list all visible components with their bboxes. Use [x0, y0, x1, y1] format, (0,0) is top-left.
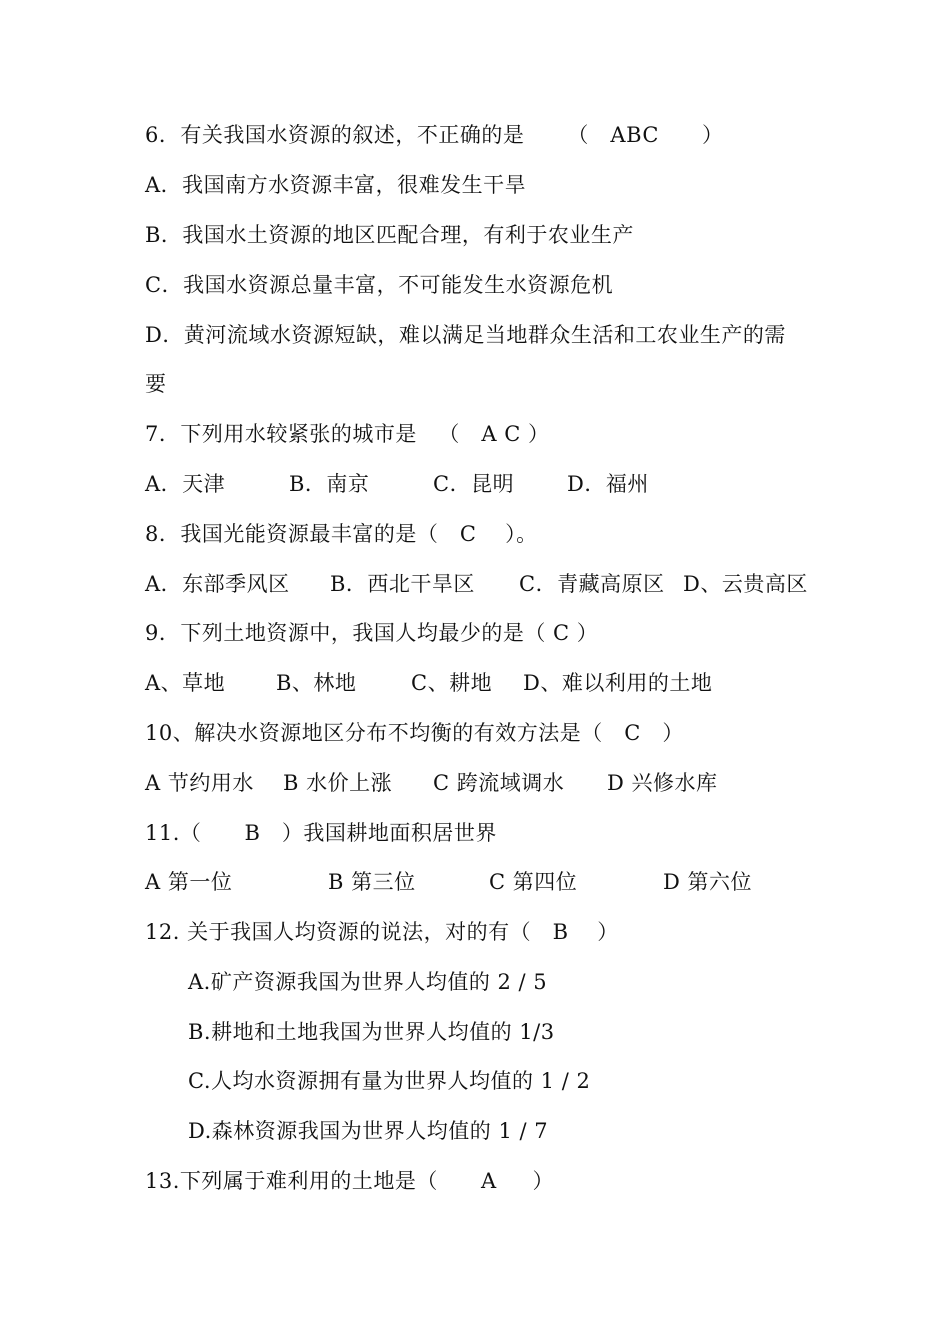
- question-8-options: [145, 569, 808, 599]
- question-6-option-a: A．我国南方水资源丰富，很难发生干旱: [145, 173, 527, 197]
- question-6-option-b: B．我国水土资源的地区匹配合理，有利于农业生产: [145, 223, 634, 247]
- question-7-option-c: C．昆明: [433, 472, 515, 496]
- question-7-option-b: B．南京: [289, 472, 370, 496]
- question-9-options: [145, 668, 713, 698]
- question-8-option-a: A．东部季风区: [145, 572, 290, 596]
- question-11-option-b: B 第三位: [328, 870, 416, 894]
- question-11-option-a: A 第一位: [145, 870, 233, 894]
- question-8-option-d: D、云贵高区: [683, 572, 808, 596]
- question-10-options: [145, 768, 718, 798]
- question-9-option-d: D、难以利用的土地: [523, 671, 713, 695]
- question-8-stem: 8．我国光能资源最丰富的是（ C ）。: [145, 522, 538, 546]
- question-9-stem: 9．下列土地资源中，我国人均最少的是（ C ）: [145, 621, 599, 645]
- question-7-stem: 7．下列用水较紧张的城市是 （ A C ）: [145, 422, 550, 446]
- question-10-option-c: C 跨流域调水: [433, 771, 565, 795]
- question-6-option-d-continuation: 要: [145, 372, 167, 396]
- question-6-stem: 6．有关我国水资源的叙述，不正确的是 （ ABC ）: [145, 123, 724, 147]
- question-12-option-b: B.耕地和土地我国为世界人均值的 1/3: [188, 1020, 555, 1044]
- question-12-option-d: D.森林资源我国为世界人均值的 1 / 7: [188, 1119, 549, 1143]
- question-6-option-c: C．我国水资源总量丰富，不可能发生水资源危机: [145, 273, 614, 297]
- question-9-option-a: A、草地: [145, 671, 226, 695]
- question-10-option-a: A 节约用水: [145, 771, 254, 795]
- question-7-option-a: A．天津: [145, 472, 226, 496]
- question-11-option-d: D 第六位: [663, 870, 753, 894]
- question-10-stem: 10、解决水资源地区分布不均衡的有效方法是（ C ）: [145, 721, 684, 745]
- question-11-stem: 11.（ B ）我国耕地面积居世界: [145, 821, 497, 845]
- question-12-option-c: C.人均水资源拥有量为世界人均值的 1 / 2: [188, 1069, 591, 1093]
- question-10-option-d: D 兴修水库: [607, 771, 718, 795]
- question-9-option-b: B、林地: [276, 671, 357, 695]
- question-12-option-a: A.矿产资源我国为世界人均值的 2 / 5: [188, 970, 548, 994]
- question-8-option-c: C．青藏高原区: [519, 572, 665, 596]
- question-10-option-b: B 水价上涨: [283, 771, 393, 795]
- question-11-option-c: C 第四位: [489, 870, 578, 894]
- question-7-option-d: D．福州: [567, 472, 649, 496]
- question-9-option-c: C、耕地: [411, 671, 493, 695]
- question-11-options: [145, 867, 753, 897]
- question-8-option-b: B．西北干旱区: [330, 572, 475, 596]
- question-13-stem: 13.下列属于难利用的土地是（ A ）: [145, 1169, 554, 1193]
- question-7-options: [145, 469, 649, 499]
- question-6-option-d: D．黄河流域水资源短缺，难以满足当地群众生活和工农业生产的需: [145, 323, 786, 347]
- question-12-stem: 12. 关于我国人均资源的说法，对的有（ B ）: [145, 920, 619, 944]
